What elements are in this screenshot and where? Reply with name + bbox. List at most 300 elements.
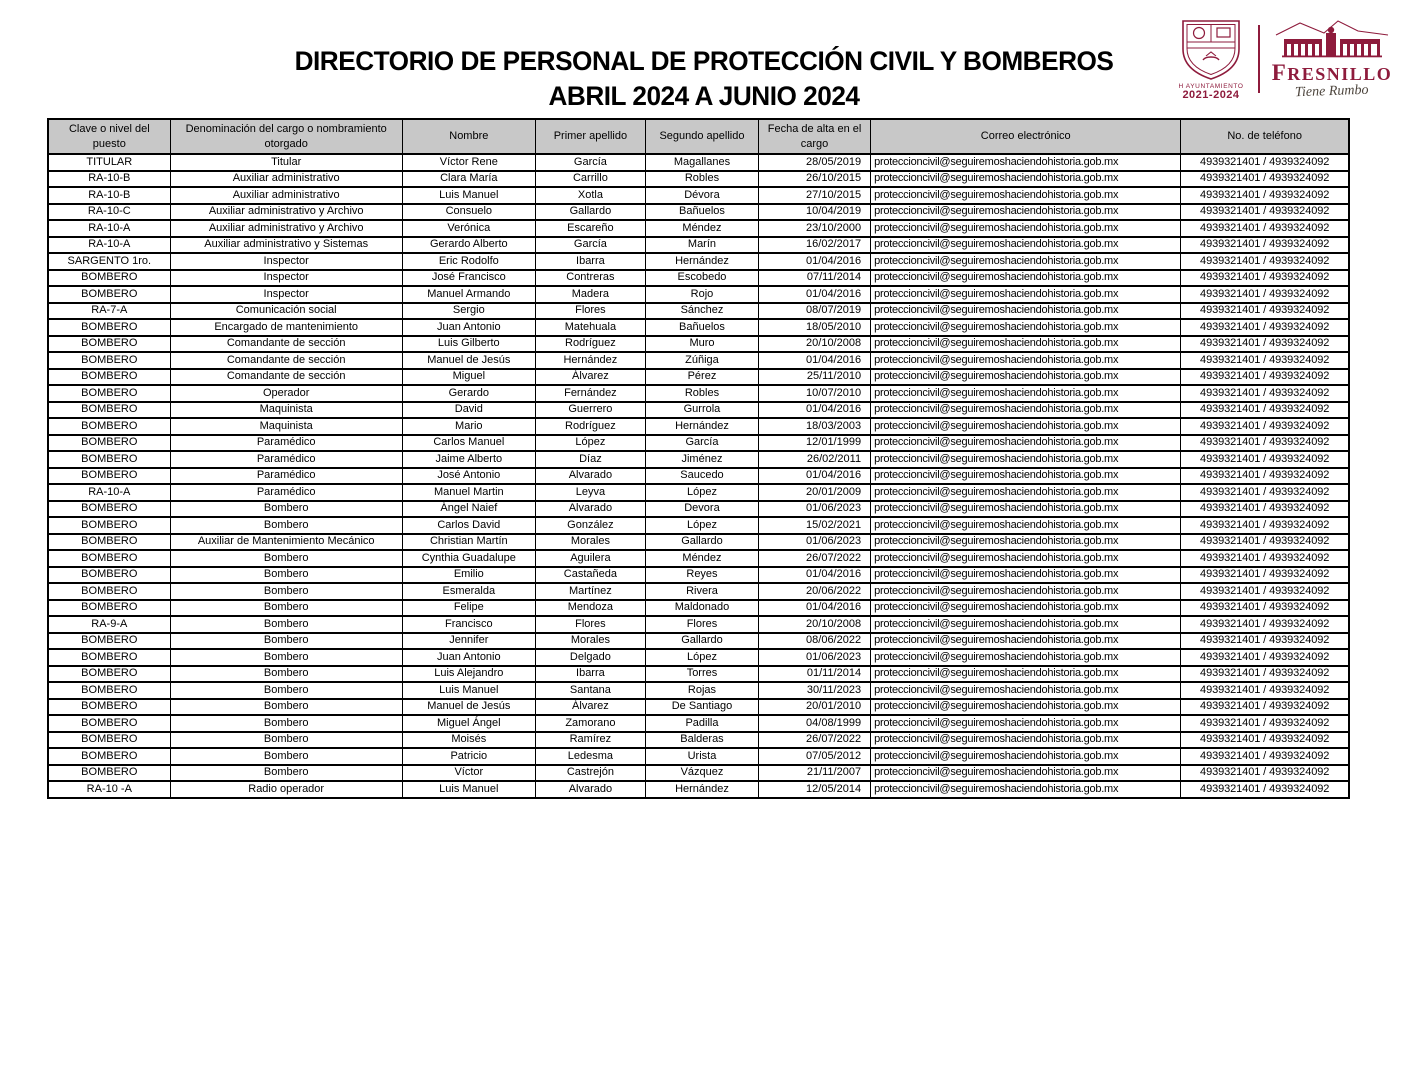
cell-nombre: Gerardo Alberto [402,237,535,254]
cell-telefono: 4939321401 / 4939324092 [1181,550,1349,567]
cell-cargo: Bombero [170,682,402,699]
cell-clave: BOMBERO [48,352,170,369]
cell-primer-apellido: Castañeda [535,567,645,584]
cell-fecha: 12/05/2014 [759,781,871,798]
cell-telefono: 4939321401 / 4939324092 [1181,253,1349,270]
city-crest [1172,18,1250,101]
cell-cargo: Bombero [170,567,402,584]
cell-correo: proteccioncivil@seguiremoshaciendohistoria.gob.mx [871,435,1181,452]
cell-nombre: Felipe [402,600,535,617]
table-row [48,187,1349,204]
cell-clave: RA-7-A [48,303,170,320]
table-row [48,451,1349,468]
table-row [48,286,1349,303]
column-header-nombre: Nombre [402,119,535,154]
cell-fecha: 01/04/2016 [759,352,871,369]
cell-primer-apellido: Guerrero [535,402,645,419]
cell-segundo-apellido: Balderas [645,732,758,749]
cell-primer-apellido: Flores [535,303,645,320]
cell-primer-apellido: Gallardo [535,204,645,221]
cell-primer-apellido: Aguilera [535,550,645,567]
cell-primer-apellido: Matehuala [535,319,645,336]
cell-clave: BOMBERO [48,732,170,749]
cell-telefono: 4939321401 / 4939324092 [1181,484,1349,501]
cell-clave: BOMBERO [48,451,170,468]
cell-correo: proteccioncivil@seguiremoshaciendohistoria.gob.mx [871,253,1181,270]
cell-segundo-apellido: Hernández [645,418,758,435]
cell-correo: proteccioncivil@seguiremoshaciendohistoria.gob.mx [871,352,1181,369]
crest-shield-icon [1178,18,1244,82]
cell-segundo-apellido: Jiménez [645,451,758,468]
cell-telefono: 4939321401 / 4939324092 [1181,616,1349,633]
cell-telefono: 4939321401 / 4939324092 [1181,402,1349,419]
cell-correo: proteccioncivil@seguiremoshaciendohistoria.gob.mx [871,303,1181,320]
cell-cargo: Bombero [170,583,402,600]
cell-segundo-apellido: Maldonado [645,600,758,617]
cell-correo: proteccioncivil@seguiremoshaciendohistoria.gob.mx [871,699,1181,716]
cell-primer-apellido: Fernández [535,385,645,402]
cell-telefono: 4939321401 / 4939324092 [1181,682,1349,699]
table-row [48,616,1349,633]
cell-primer-apellido: Morales [535,534,645,551]
cell-primer-apellido: Díaz [535,451,645,468]
cell-correo: proteccioncivil@seguiremoshaciendohistoria.gob.mx [871,187,1181,204]
cell-segundo-apellido: Escobedo [645,270,758,287]
table-row [48,732,1349,749]
cell-fecha: 23/10/2000 [759,220,871,237]
table-row [48,517,1349,534]
table-row [48,765,1349,782]
cell-segundo-apellido: Devora [645,501,758,518]
cell-nombre: Eric Rodolfo [402,253,535,270]
cell-correo: proteccioncivil@seguiremoshaciendohistoria.gob.mx [871,781,1181,798]
cell-fecha: 01/06/2023 [759,649,871,666]
cell-telefono: 4939321401 / 4939324092 [1181,666,1349,683]
cell-fecha: 20/10/2008 [759,336,871,353]
cell-segundo-apellido: Urista [645,748,758,765]
cell-fecha: 20/10/2008 [759,616,871,633]
table-row [48,303,1349,320]
cell-fecha: 30/11/2023 [759,682,871,699]
cell-segundo-apellido: Gurrola [645,402,758,419]
cell-nombre: Francisco [402,616,535,633]
cell-telefono: 4939321401 / 4939324092 [1181,352,1349,369]
cell-correo: proteccioncivil@seguiremoshaciendohistoria.gob.mx [871,666,1181,683]
cell-clave: BOMBERO [48,699,170,716]
cell-nombre: Manuel Armando [402,286,535,303]
table-row [48,385,1349,402]
cell-nombre: Carlos Manuel [402,435,535,452]
cell-primer-apellido: Ramírez [535,732,645,749]
table-row [48,781,1349,798]
cell-primer-apellido: González [535,517,645,534]
cell-nombre: Emilio [402,567,535,584]
cell-nombre: Moisés [402,732,535,749]
page-title-line1: DIRECTORIO DE PERSONAL DE PROTECCIÓN CIVIL Y BOMBEROS [294,46,1114,76]
table-row [48,418,1349,435]
cell-telefono: 4939321401 / 4939324092 [1181,715,1349,732]
cell-clave: BOMBERO [48,715,170,732]
cell-correo: proteccioncivil@seguiremoshaciendohistoria.gob.mx [871,583,1181,600]
cell-fecha: 07/05/2012 [759,748,871,765]
cell-primer-apellido: Contreras [535,270,645,287]
cell-segundo-apellido: Bañuelos [645,204,758,221]
cell-clave: BOMBERO [48,534,170,551]
cell-nombre: Juan Antonio [402,649,535,666]
cell-clave: BOMBERO [48,369,170,386]
table-row [48,682,1349,699]
cell-fecha: 26/07/2022 [759,550,871,567]
cell-cargo: Comandante de sección [170,352,402,369]
cell-telefono: 4939321401 / 4939324092 [1181,501,1349,518]
cell-correo: proteccioncivil@seguiremoshaciendohistoria.gob.mx [871,468,1181,485]
cell-correo: proteccioncivil@seguiremoshaciendohistoria.gob.mx [871,369,1181,386]
cell-fecha: 16/02/2017 [759,237,871,254]
cell-fecha: 12/01/1999 [759,435,871,452]
cell-cargo: Maquinista [170,418,402,435]
cell-segundo-apellido: Hernández [645,781,758,798]
cell-correo: proteccioncivil@seguiremoshaciendohistoria.gob.mx [871,484,1181,501]
table-body [48,154,1349,798]
cell-correo: proteccioncivil@seguiremoshaciendohistoria.gob.mx [871,517,1181,534]
cell-telefono: 4939321401 / 4939324092 [1181,765,1349,782]
cell-segundo-apellido: Zúñiga [645,352,758,369]
cell-nombre: David [402,402,535,419]
cell-clave: BOMBERO [48,517,170,534]
table-row [48,633,1349,650]
cell-primer-apellido: Ibarra [535,253,645,270]
cell-telefono: 4939321401 / 4939324092 [1181,187,1349,204]
cell-correo: proteccioncivil@seguiremoshaciendohistoria.gob.mx [871,732,1181,749]
cell-telefono: 4939321401 / 4939324092 [1181,237,1349,254]
table-row [48,501,1349,518]
cell-segundo-apellido: Robles [645,385,758,402]
cell-clave: RA-10-A [48,237,170,254]
cell-clave: BOMBERO [48,336,170,353]
cell-telefono: 4939321401 / 4939324092 [1181,220,1349,237]
cell-segundo-apellido: Rojo [645,286,758,303]
cell-fecha: 08/07/2019 [759,303,871,320]
cell-nombre: Luis Manuel [402,781,535,798]
cell-correo: proteccioncivil@seguiremoshaciendohistoria.gob.mx [871,385,1181,402]
column-header-cargo: Denominación del cargo o nombramiento otorgado [170,119,402,154]
cell-nombre: Luis Manuel [402,187,535,204]
cell-primer-apellido: Morales [535,633,645,650]
cell-nombre: Consuelo [402,204,535,221]
column-header-clave: Clave o nivel del puesto [48,119,170,154]
cell-nombre: Esmeralda [402,583,535,600]
cell-cargo: Inspector [170,270,402,287]
city-wordmark [1268,19,1396,100]
cell-segundo-apellido: Marín [645,237,758,254]
cell-clave: RA-10-C [48,204,170,221]
cell-primer-apellido: Madera [535,286,645,303]
column-header-correo: Correo electrónico [871,119,1181,154]
cell-fecha: 18/03/2003 [759,418,871,435]
cell-clave: BOMBERO [48,567,170,584]
cell-fecha: 18/05/2010 [759,319,871,336]
cell-nombre: Juan Antonio [402,319,535,336]
cell-nombre: Mario [402,418,535,435]
cell-fecha: 28/05/2019 [759,154,871,171]
cell-clave: RA-10-B [48,187,170,204]
cell-fecha: 01/04/2016 [759,567,871,584]
cell-clave: BOMBERO [48,418,170,435]
table-header-row [48,119,1349,154]
cell-correo: proteccioncivil@seguiremoshaciendohistoria.gob.mx [871,336,1181,353]
cell-clave: BOMBERO [48,550,170,567]
table-row [48,270,1349,287]
table-row [48,220,1349,237]
cell-clave: BOMBERO [48,748,170,765]
cell-segundo-apellido: Robles [645,171,758,188]
cell-correo: proteccioncivil@seguiremoshaciendohistoria.gob.mx [871,270,1181,287]
cell-nombre: Luis Manuel [402,682,535,699]
cell-clave: BOMBERO [48,501,170,518]
cell-clave: BOMBERO [48,600,170,617]
cell-correo: proteccioncivil@seguiremoshaciendohistoria.gob.mx [871,633,1181,650]
personnel-directory-table [47,118,1350,799]
cell-clave: BOMBERO [48,468,170,485]
cell-cargo: Maquinista [170,402,402,419]
cell-correo: proteccioncivil@seguiremoshaciendohistoria.gob.mx [871,682,1181,699]
table-row [48,352,1349,369]
cell-segundo-apellido: García [645,435,758,452]
cell-fecha: 10/04/2019 [759,204,871,221]
cell-cargo: Auxiliar de Mantenimiento Mecánico [170,534,402,551]
cell-clave: BOMBERO [48,319,170,336]
cell-segundo-apellido: Muro [645,336,758,353]
aqueduct-icon [1272,19,1392,59]
cell-cargo: Comandante de sección [170,336,402,353]
cell-clave: BOMBERO [48,649,170,666]
cell-correo: proteccioncivil@seguiremoshaciendohistoria.gob.mx [871,600,1181,617]
cell-nombre: Carlos David [402,517,535,534]
cell-primer-apellido: Santana [535,682,645,699]
fresnillo-logo [1166,8,1396,110]
cell-correo: proteccioncivil@seguiremoshaciendohistoria.gob.mx [871,748,1181,765]
cell-primer-apellido: López [535,435,645,452]
cell-nombre: Christian Martín [402,534,535,551]
cell-telefono: 4939321401 / 4939324092 [1181,451,1349,468]
cell-fecha: 01/04/2016 [759,600,871,617]
cell-cargo: Auxiliar administrativo y Archivo [170,220,402,237]
cell-clave: BOMBERO [48,666,170,683]
cell-fecha: 01/06/2023 [759,501,871,518]
cell-segundo-apellido: Méndez [645,220,758,237]
cell-telefono: 4939321401 / 4939324092 [1181,649,1349,666]
cell-correo: proteccioncivil@seguiremoshaciendohistoria.gob.mx [871,649,1181,666]
cell-fecha: 26/07/2022 [759,732,871,749]
table-row [48,567,1349,584]
cell-segundo-apellido: López [645,517,758,534]
cell-clave: BOMBERO [48,402,170,419]
cell-nombre: Manuel de Jesús [402,352,535,369]
cell-telefono: 4939321401 / 4939324092 [1181,385,1349,402]
cell-nombre: Luis Gilberto [402,336,535,353]
cell-cargo: Auxiliar administrativo y Archivo [170,204,402,221]
cell-primer-apellido: Castrejón [535,765,645,782]
cell-primer-apellido: García [535,237,645,254]
cell-primer-apellido: Alvarado [535,468,645,485]
cell-segundo-apellido: Gallardo [645,534,758,551]
cell-correo: proteccioncivil@seguiremoshaciendohistoria.gob.mx [871,286,1181,303]
cell-segundo-apellido: Padilla [645,715,758,732]
cell-clave: BOMBERO [48,765,170,782]
cell-fecha: 21/11/2007 [759,765,871,782]
cell-clave: BOMBERO [48,385,170,402]
cell-clave: SARGENTO 1ro. [48,253,170,270]
cell-segundo-apellido: Magallanes [645,154,758,171]
table-row [48,402,1349,419]
cell-cargo: Bombero [170,550,402,567]
cell-nombre: Verónica [402,220,535,237]
cell-fecha: 01/04/2016 [759,286,871,303]
cell-clave: RA-10-A [48,484,170,501]
cell-primer-apellido: García [535,154,645,171]
page-title-line2: ABRIL 2024 A JUNIO 2024 [548,81,860,111]
table-row [48,468,1349,485]
cell-fecha: 01/04/2016 [759,402,871,419]
cell-primer-apellido: Alvarado [535,501,645,518]
cell-nombre: José Francisco [402,270,535,287]
cell-segundo-apellido: Torres [645,666,758,683]
cell-segundo-apellido: Rivera [645,583,758,600]
cell-cargo: Paramédico [170,484,402,501]
cell-segundo-apellido: Bañuelos [645,319,758,336]
cell-cargo: Bombero [170,517,402,534]
cell-nombre: Miguel [402,369,535,386]
cell-primer-apellido: Álvarez [535,369,645,386]
cell-cargo: Bombero [170,765,402,782]
cell-segundo-apellido: Rojas [645,682,758,699]
cell-fecha: 25/11/2010 [759,369,871,386]
cell-segundo-apellido: Gallardo [645,633,758,650]
cell-correo: proteccioncivil@seguiremoshaciendohistoria.gob.mx [871,534,1181,551]
cell-clave: RA-9-A [48,616,170,633]
table-row [48,253,1349,270]
cell-telefono: 4939321401 / 4939324092 [1181,517,1349,534]
cell-telefono: 4939321401 / 4939324092 [1181,699,1349,716]
ayuntamiento-label: H AYUNTAMIENTO [1178,82,1244,90]
cell-telefono: 4939321401 / 4939324092 [1181,303,1349,320]
cell-telefono: 4939321401 / 4939324092 [1181,418,1349,435]
cell-primer-apellido: Rodríguez [535,418,645,435]
cell-cargo: Bombero [170,666,402,683]
cell-fecha: 10/07/2010 [759,385,871,402]
cell-cargo: Paramédico [170,435,402,452]
column-header-primer-apellido: Primer apellido [535,119,645,154]
cell-correo: proteccioncivil@seguiremoshaciendohistoria.gob.mx [871,765,1181,782]
cell-telefono: 4939321401 / 4939324092 [1181,633,1349,650]
table-row [48,699,1349,716]
cell-telefono: 4939321401 / 4939324092 [1181,781,1349,798]
cell-cargo: Bombero [170,699,402,716]
cell-primer-apellido: Martínez [535,583,645,600]
cell-correo: proteccioncivil@seguiremoshaciendohistoria.gob.mx [871,567,1181,584]
cell-cargo: Auxiliar administrativo [170,171,402,188]
table-row [48,204,1349,221]
cell-clave: TITULAR [48,154,170,171]
table-row [48,154,1349,171]
cell-clave: RA-10-A [48,220,170,237]
table-row [48,715,1349,732]
ayuntamiento-years: 2021-2024 [1182,88,1240,101]
cell-cargo: Encargado de mantenimiento [170,319,402,336]
cell-clave: RA-10-B [48,171,170,188]
cell-primer-apellido: Carrillo [535,171,645,188]
cell-nombre: Jaime Alberto [402,451,535,468]
cell-clave: BOMBERO [48,682,170,699]
cell-primer-apellido: Flores [535,616,645,633]
cell-nombre: Miguel Ángel [402,715,535,732]
cell-segundo-apellido: López [645,484,758,501]
table-row [48,666,1349,683]
cell-cargo: Comandante de sección [170,369,402,386]
cell-segundo-apellido: Méndez [645,550,758,567]
cell-correo: proteccioncivil@seguiremoshaciendohistoria.gob.mx [871,501,1181,518]
cell-cargo: Paramédico [170,451,402,468]
cell-telefono: 4939321401 / 4939324092 [1181,748,1349,765]
cell-nombre: Manuel de Jesús [402,699,535,716]
cell-primer-apellido: Delgado [535,649,645,666]
cell-telefono: 4939321401 / 4939324092 [1181,732,1349,749]
cell-cargo: Paramédico [170,468,402,485]
cell-fecha: 20/01/2010 [759,699,871,716]
cell-nombre: José Antonio [402,468,535,485]
table-row [48,649,1349,666]
table-row [48,319,1349,336]
table-row [48,748,1349,765]
cell-cargo: Radio operador [170,781,402,798]
cell-primer-apellido: Rodríguez [535,336,645,353]
cell-clave: BOMBERO [48,286,170,303]
cell-cargo: Bombero [170,501,402,518]
cell-primer-apellido: Escareño [535,220,645,237]
cell-fecha: 01/11/2014 [759,666,871,683]
cell-fecha: 27/10/2015 [759,187,871,204]
cell-correo: proteccioncivil@seguiremoshaciendohistoria.gob.mx [871,715,1181,732]
cell-correo: proteccioncivil@seguiremoshaciendohistoria.gob.mx [871,220,1181,237]
cell-correo: proteccioncivil@seguiremoshaciendohistoria.gob.mx [871,237,1181,254]
cell-clave: BOMBERO [48,435,170,452]
cell-fecha: 01/06/2023 [759,534,871,551]
table-row [48,435,1349,452]
cell-telefono: 4939321401 / 4939324092 [1181,468,1349,485]
cell-fecha: 01/04/2016 [759,253,871,270]
cell-cargo: Bombero [170,600,402,617]
cell-nombre: Sergio [402,303,535,320]
cell-telefono: 4939321401 / 4939324092 [1181,567,1349,584]
table-row [48,583,1349,600]
cell-segundo-apellido: Reyes [645,567,758,584]
cell-primer-apellido: Leyva [535,484,645,501]
cell-correo: proteccioncivil@seguiremoshaciendohistoria.gob.mx [871,451,1181,468]
cell-fecha: 04/08/1999 [759,715,871,732]
cell-telefono: 4939321401 / 4939324092 [1181,534,1349,551]
cell-clave: BOMBERO [48,270,170,287]
cell-segundo-apellido: Vázquez [645,765,758,782]
cell-fecha: 08/06/2022 [759,633,871,650]
cell-correo: proteccioncivil@seguiremoshaciendohistoria.gob.mx [871,204,1181,221]
cell-primer-apellido: Ledesma [535,748,645,765]
table-row [48,484,1349,501]
cell-correo: proteccioncivil@seguiremoshaciendohistoria.gob.mx [871,171,1181,188]
cell-telefono: 4939321401 / 4939324092 [1181,583,1349,600]
cell-cargo: Titular [170,154,402,171]
cell-nombre: Manuel Martin [402,484,535,501]
cell-cargo: Operador [170,385,402,402]
